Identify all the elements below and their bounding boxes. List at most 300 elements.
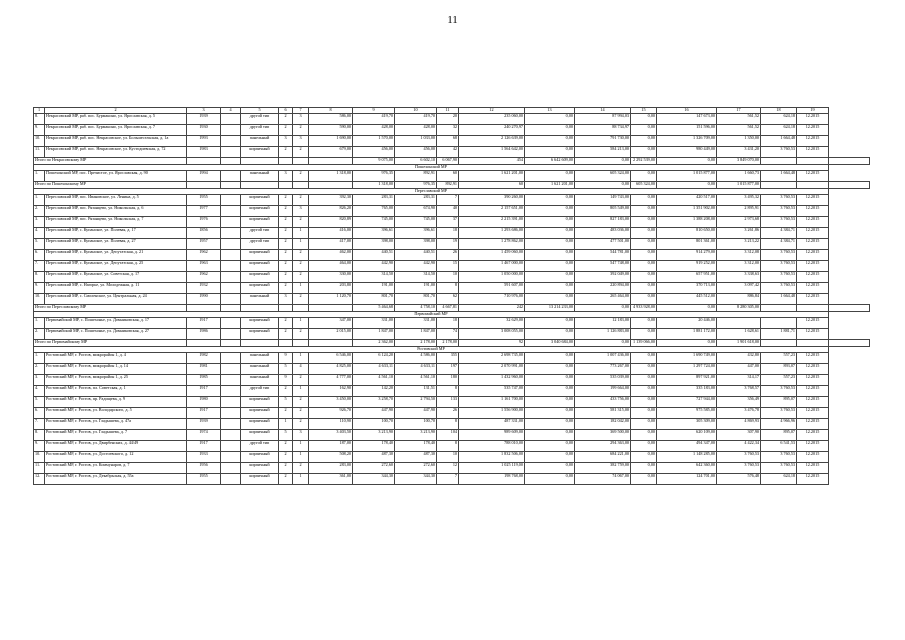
table-cell: 4 777,00 — [309, 375, 353, 386]
column-number-cell: 4 — [221, 108, 241, 114]
table-cell: 432,80 — [717, 353, 761, 364]
table-cell: 3 312,08 — [717, 250, 761, 261]
table-cell: 1 015 877,00 — [717, 182, 761, 189]
table-cell: 2 — [293, 329, 309, 340]
table-cell: 2 895,91 — [717, 206, 761, 217]
table-cell: 1 901 618,00 — [717, 340, 761, 347]
table-cell: 18 — [437, 318, 459, 329]
table-cell: 0,00 — [525, 474, 575, 485]
table-cell: 1 459 060,00 — [459, 250, 525, 261]
table-cell — [279, 305, 293, 312]
table-cell: кирпичный — [241, 397, 279, 408]
table-cell: 3 — [279, 171, 293, 182]
table-cell: 1917 — [187, 408, 221, 419]
table-cell: 827 183,00 — [575, 217, 631, 228]
table-row — [34, 353, 870, 364]
table-row — [34, 386, 870, 397]
table-cell: 586,00 — [309, 114, 353, 125]
table-cell: 2 794,50 — [395, 397, 437, 408]
table-cell: 897 921,00 — [657, 375, 717, 386]
column-number-cell: 10 — [395, 108, 437, 114]
table-cell: 892,91 — [395, 171, 437, 182]
table-cell — [221, 318, 241, 329]
table-row — [34, 250, 870, 261]
table-cell: 314,17 — [717, 375, 761, 386]
table-cell: 3 760,53 — [761, 250, 797, 261]
address-cell: Ростовский МР, г. Ростов, ул. Двирбенских, д. 44/49 — [45, 441, 187, 452]
table-cell: 0,00 — [525, 114, 575, 125]
table-cell: 0,00 — [525, 463, 575, 474]
address-cell: Некрасовский МР, раб. пос. Бурмакино, ул. Ярославская, д. 7 — [45, 125, 187, 136]
address-cell: Переславский МР, с. Нагорье, ул. Молодежная, д. 11 — [45, 283, 187, 294]
table-cell: панельный — [241, 353, 279, 364]
table-cell: 151 596,00 — [657, 125, 717, 136]
table-cell: 1 690 749,00 — [657, 353, 717, 364]
table-cell: 2 — [279, 272, 293, 283]
table-cell: 199 664,00 — [575, 386, 631, 397]
table-cell — [761, 182, 797, 189]
total-label: Итого по Первомайскому МР — [34, 340, 187, 347]
table-cell: 11. — [34, 463, 45, 474]
table-cell: 305 309,00 — [657, 419, 717, 430]
table-cell: 487,30 — [395, 452, 437, 463]
table-cell: 2 — [293, 261, 309, 272]
table-cell: 382 759,00 — [575, 463, 631, 474]
table-cell — [187, 305, 221, 312]
table-cell: 0,00 — [525, 294, 575, 305]
district-total-row — [34, 340, 870, 347]
table-cell: 0,00 — [575, 182, 631, 189]
table-cell: 605 324,00 — [575, 171, 631, 182]
table-cell: 149 743,00 — [575, 195, 631, 206]
table-cell — [221, 206, 241, 217]
table-cell: 445 512,00 — [657, 294, 717, 305]
table-cell: 2 973,68 — [717, 217, 761, 228]
table-cell: 1 050 000,00 — [459, 272, 525, 283]
table-cell: 133 — [437, 397, 459, 408]
address-cell: Ростовский МР, г. Ростов, ул. Достоевского, д. 12 — [45, 452, 187, 463]
table-cell: 0,00 — [525, 397, 575, 408]
table-cell: 0,00 — [525, 441, 575, 452]
table-cell: 1 628,61 — [717, 329, 761, 340]
table-cell: 4. — [34, 228, 45, 239]
address-cell: Ростовский МР, г. Ростов, микрорайон 1, д. 14 — [45, 364, 187, 375]
table-cell: 1 660,73 — [717, 171, 761, 182]
table-cell: 10. — [34, 294, 45, 305]
table-cell: 1 — [293, 441, 309, 452]
table-cell: 1 664,48 — [761, 136, 797, 147]
table-cell: 12.2015 — [797, 147, 829, 158]
table-cell: 1985 — [187, 375, 221, 386]
table-cell: 2 362,00 — [353, 340, 395, 347]
table-cell: 1962 — [187, 272, 221, 283]
table-cell: 1 — [293, 228, 309, 239]
table-cell: 0,00 — [525, 283, 575, 294]
table-cell — [797, 340, 829, 347]
table-cell: кирпичный — [241, 217, 279, 228]
table-cell: 3 476,78 — [717, 408, 761, 419]
table-cell: 1917 — [187, 441, 221, 452]
table-cell: 2 070 991,00 — [459, 364, 525, 375]
table-cell: 483 036,00 — [575, 228, 631, 239]
table-cell: 2 — [293, 147, 309, 158]
table-cell: 9 — [279, 353, 293, 364]
address-cell: Ростовский МР, г. Ростов, пр. Радищева, д. 9 — [45, 397, 187, 408]
table-cell: кирпичный — [241, 474, 279, 485]
total-label: Итого по Переславскому МР — [34, 305, 187, 312]
table-cell: 2 215 391,00 — [459, 217, 525, 228]
table-cell: 2 015,00 — [309, 329, 353, 340]
table-cell — [221, 305, 241, 312]
table-cell: 679,00 — [309, 147, 353, 158]
table-cell: 2 126 639,00 — [459, 136, 525, 147]
table-cell: 8 — [437, 386, 459, 397]
table-cell: 1939 — [187, 114, 221, 125]
table-cell: 1986 — [187, 329, 221, 340]
table-cell: 3 403,50 — [309, 430, 353, 441]
table-cell: 0,00 — [657, 340, 717, 347]
table-cell — [221, 147, 241, 158]
table-cell: 11. — [34, 147, 45, 158]
table-cell: 1 881,71 — [761, 329, 797, 340]
table-cell: 344,30 — [395, 474, 437, 485]
table-cell: 0,00 — [525, 125, 575, 136]
table-cell — [187, 182, 221, 189]
table-cell: 773 267,00 — [575, 364, 631, 375]
table-cell: 3 040 684,00 — [525, 340, 575, 347]
table-cell: 1 — [293, 353, 309, 364]
table-cell: 0,00 — [525, 217, 575, 228]
table-cell — [221, 430, 241, 441]
table-cell: 1976 — [187, 217, 221, 228]
table-cell — [293, 305, 309, 312]
table-cell: 396,61 — [395, 228, 437, 239]
table-cell: 926,70 — [309, 408, 353, 419]
table-cell: 330,00 — [309, 272, 353, 283]
table-cell: 1930 — [187, 125, 221, 136]
table-cell: 9 — [279, 375, 293, 386]
table-cell: 801,70 — [353, 294, 395, 305]
table-cell: 1 467 000,00 — [459, 261, 525, 272]
table-cell: 0,00 — [525, 318, 575, 329]
table-cell: 0,00 — [631, 329, 657, 340]
table-cell: 12.2015 — [797, 397, 829, 408]
table-cell: 2 — [293, 375, 309, 386]
table-cell: 2 — [279, 408, 293, 419]
table-cell: 3 760,53 — [761, 386, 797, 397]
table-cell: 1 278 862,00 — [459, 239, 525, 250]
table-cell — [221, 171, 241, 182]
address-cell: Переславский МР, пос. Рязанцево, ул. Никольская, д. 7 — [45, 217, 187, 228]
table-cell: 2 — [279, 239, 293, 250]
table-cell: 976,35 — [353, 171, 395, 182]
table-cell: 2 — [293, 397, 309, 408]
table-cell: 4 561,10 — [353, 375, 395, 386]
table-cell: 191,00 — [353, 283, 395, 294]
column-number-cell: 19 — [797, 108, 829, 114]
table-row — [34, 329, 870, 340]
table-cell: 1. — [34, 318, 45, 329]
table-cell: 7. — [34, 261, 45, 272]
table-cell: 1983 — [187, 147, 221, 158]
table-cell: 1 — [293, 452, 309, 463]
table-cell: 2 — [279, 441, 293, 452]
district-name: Первомайский МР — [34, 312, 829, 318]
table-cell: 1956 — [187, 463, 221, 474]
table-cell: 0,00 — [575, 305, 631, 312]
table-cell: 3 760,53 — [761, 452, 797, 463]
table-cell: 1939 — [187, 419, 221, 430]
table-row — [34, 452, 870, 463]
table-cell: 557,23 — [761, 375, 797, 386]
table-cell: 1 881 172,00 — [657, 329, 717, 340]
table-cell: 1 139 066,00 — [631, 340, 657, 347]
table-cell — [221, 125, 241, 136]
table-cell: 0,00 — [631, 397, 657, 408]
column-number-cell: 8 — [309, 108, 353, 114]
table-cell — [309, 340, 353, 347]
column-number-cell: 11 — [437, 108, 459, 114]
table-cell: 0,00 — [525, 329, 575, 340]
table-cell: 2 — [293, 408, 309, 419]
table-cell: кирпичный — [241, 283, 279, 294]
table-cell: 7 — [437, 474, 459, 485]
table-cell: 12.2015 — [797, 206, 829, 217]
table-cell: 3 213,90 — [353, 430, 395, 441]
table-cell: 801,70 — [395, 294, 437, 305]
table-cell: 12.2015 — [797, 408, 829, 419]
table-cell: 4 586,00 — [395, 353, 437, 364]
table-cell: 1 — [293, 318, 309, 329]
table-cell: 3 760,53 — [761, 272, 797, 283]
table-cell: 1 318,00 — [309, 171, 353, 182]
table-cell: 0,00 — [631, 386, 657, 397]
table-cell: 283,31 — [353, 195, 395, 206]
table-row — [34, 408, 870, 419]
address-cell: Ростовский МР, г. Ростов, ул. Гладышева, д. 47а — [45, 419, 187, 430]
table-cell: 62 — [437, 294, 459, 305]
table-cell: 2 — [279, 386, 293, 397]
table-cell: 0,00 — [525, 147, 575, 158]
table-cell: 3 213,90 — [395, 430, 437, 441]
table-cell: 0,00 — [631, 250, 657, 261]
table-cell: 0,00 — [575, 340, 631, 347]
table-cell: 1917 — [187, 318, 221, 329]
table-cell: 162,90 — [309, 386, 353, 397]
table-cell: панельный — [241, 375, 279, 386]
table-cell — [829, 305, 870, 312]
table-cell: 0,00 — [657, 158, 717, 165]
table-cell: 2 — [293, 272, 309, 283]
table-cell: 2 — [279, 329, 293, 340]
table-cell: 0,00 — [525, 136, 575, 147]
table-row — [34, 147, 870, 158]
table-cell: 1 388 208,00 — [657, 217, 717, 228]
table-cell: 3 760,53 — [761, 147, 797, 158]
table-cell: 12.2015 — [797, 364, 829, 375]
table-cell: 1 621 201,00 — [459, 171, 525, 182]
table-cell: 1 690,00 — [309, 136, 353, 147]
table-cell: 1 847,00 — [395, 329, 437, 340]
table-row — [34, 239, 870, 250]
table-cell: 727 944,00 — [657, 397, 717, 408]
table-cell: 494 347,00 — [657, 441, 717, 452]
table-cell — [241, 182, 279, 189]
table-cell: 2 — [279, 206, 293, 217]
table-row — [34, 217, 870, 228]
table-cell: 12.2015 — [797, 283, 829, 294]
table-cell: кирпичный — [241, 261, 279, 272]
table-cell: 74 — [437, 329, 459, 340]
table-cell: 235 060,00 — [459, 114, 525, 125]
total-label: Итого по Некрасовскому МР — [34, 158, 187, 165]
table-cell: 2 — [279, 318, 293, 329]
table-cell: панельный — [241, 294, 279, 305]
column-number-cell: 6 — [279, 108, 293, 114]
table-cell: 6 602,10 — [395, 158, 437, 165]
table-cell: 919 252,00 — [657, 261, 717, 272]
table-cell: 826,20 — [309, 206, 353, 217]
table-cell: 791 730,00 — [575, 136, 631, 147]
table-cell: 2. — [34, 329, 45, 340]
address-cell: Переславский МР, с. Купанское, ул. Полевая, д. 17 — [45, 228, 187, 239]
district-total-row — [34, 305, 870, 312]
table-cell — [293, 340, 309, 347]
table-row — [34, 206, 870, 217]
column-number-cell: 7 — [293, 108, 309, 114]
table-cell: 12.2015 — [797, 261, 829, 272]
address-cell: Ростовский МР, г. Ростов, микрорайон 1, д. 25 — [45, 375, 187, 386]
table-cell: 447,90 — [395, 408, 437, 419]
table-cell: другой тип — [241, 125, 279, 136]
table-cell — [221, 195, 241, 206]
table-cell: 1 — [293, 283, 309, 294]
table-cell: 442,90 — [353, 261, 395, 272]
table-cell: 12.2015 — [797, 353, 829, 364]
table-cell: 1 432 960,00 — [459, 375, 525, 386]
address-cell: Переславский МР, пос. Ивановское, ул. Ленина, д. 5 — [45, 195, 187, 206]
table-cell: 2 — [279, 463, 293, 474]
table-cell: 2 — [279, 195, 293, 206]
table-cell: 0,00 — [631, 228, 657, 239]
column-number-cell: 14 — [575, 108, 631, 114]
table-cell: 1856 — [187, 228, 221, 239]
table-row — [34, 171, 870, 182]
table-cell: 3 — [293, 430, 309, 441]
table-cell: 32 — [437, 125, 459, 136]
table-cell: 820,89 — [309, 217, 353, 228]
table-cell: 314,50 — [395, 272, 437, 283]
table-cell: 544 781,00 — [575, 250, 631, 261]
table-cell: 4 384,71 — [761, 228, 797, 239]
table-cell: 2 — [279, 228, 293, 239]
table-cell: 454 — [459, 158, 525, 165]
table-cell — [221, 474, 241, 485]
table-cell: 7 — [437, 195, 459, 206]
address-cell: Ростовский МР, г. Ростов, ул. Володарского, д. 5 — [45, 408, 187, 419]
table-row — [34, 318, 870, 329]
table-cell: 3 — [293, 136, 309, 147]
column-number-cell: 1 — [34, 108, 45, 114]
table-cell: 2 698 735,00 — [459, 353, 525, 364]
table-cell: 447,00 — [717, 364, 761, 375]
table-cell: 5. — [34, 239, 45, 250]
table-cell: 2 — [279, 125, 293, 136]
table-cell: 2 — [279, 474, 293, 485]
table-cell: 88 734,97 — [575, 125, 631, 136]
table-cell: 20 — [437, 114, 459, 125]
address-cell: Переславский МР, с. Купанское, ул. Полевая, д. 27 — [45, 239, 187, 250]
table-cell: 392 049,00 — [575, 272, 631, 283]
table-cell: 440,51 — [353, 250, 395, 261]
table-cell — [797, 182, 829, 189]
table-cell: 2 — [293, 125, 309, 136]
table-cell — [221, 397, 241, 408]
table-cell: 5 — [279, 397, 293, 408]
table-cell: 0,00 — [525, 408, 575, 419]
table-cell: кирпичный — [241, 147, 279, 158]
table-row — [34, 195, 870, 206]
table-cell: 0,00 — [631, 452, 657, 463]
table-cell: 240 270,97 — [459, 125, 525, 136]
district-name: Переславский МР — [34, 189, 829, 195]
table-cell — [241, 305, 279, 312]
table-cell: 1932 — [187, 283, 221, 294]
table-row — [34, 125, 870, 136]
table-cell: 0,00 — [657, 305, 717, 312]
table-cell: 584 213,00 — [575, 147, 631, 158]
table-cell: 0,00 — [525, 364, 575, 375]
table-cell: 100,70 — [353, 419, 395, 430]
table-cell: 1. — [34, 171, 45, 182]
table-cell — [221, 250, 241, 261]
district-name: Пошехонский МР — [34, 165, 829, 171]
table-cell: 0,00 — [631, 217, 657, 228]
table-cell: 5. — [34, 397, 45, 408]
district-total-row — [34, 158, 870, 165]
table-cell: 19 — [437, 239, 459, 250]
table-cell: 42 — [437, 147, 459, 158]
table-cell: 10 — [437, 452, 459, 463]
table-cell: 591 607,00 — [459, 283, 525, 294]
table-cell: 283,31 — [395, 195, 437, 206]
table-cell: 12.2015 — [797, 474, 829, 485]
table-cell: другой тип — [241, 114, 279, 125]
table-cell: 1993 — [187, 136, 221, 147]
table-cell: 104 — [437, 430, 459, 441]
table-cell: 0,00 — [631, 171, 657, 182]
table-cell: 4 758,10 — [395, 305, 437, 312]
table-cell: 370 713,00 — [657, 283, 717, 294]
table-cell — [279, 340, 293, 347]
column-number-cell: 15 — [631, 108, 657, 114]
table-cell: 12 — [437, 463, 459, 474]
table-cell: 4 825,00 — [309, 364, 353, 375]
table-cell: 2 — [293, 250, 309, 261]
housing-register-table — [33, 107, 870, 485]
table-cell: кирпичный — [241, 329, 279, 340]
table-cell: 0,00 — [525, 171, 575, 182]
table-cell: кирпичный — [241, 408, 279, 419]
table-cell: 3 849 070,00 — [717, 158, 761, 165]
table-cell: 0,00 — [631, 441, 657, 452]
table-cell: 344,30 — [353, 474, 395, 485]
table-cell: 12.2015 — [797, 239, 829, 250]
table-cell: 1981 — [187, 364, 221, 375]
column-number-cell: 16 — [657, 108, 717, 114]
address-cell: Ростовский МР, г. Ростов, ул. Коммунаров, д. 7 — [45, 463, 187, 474]
table-cell: 462,00 — [309, 250, 353, 261]
